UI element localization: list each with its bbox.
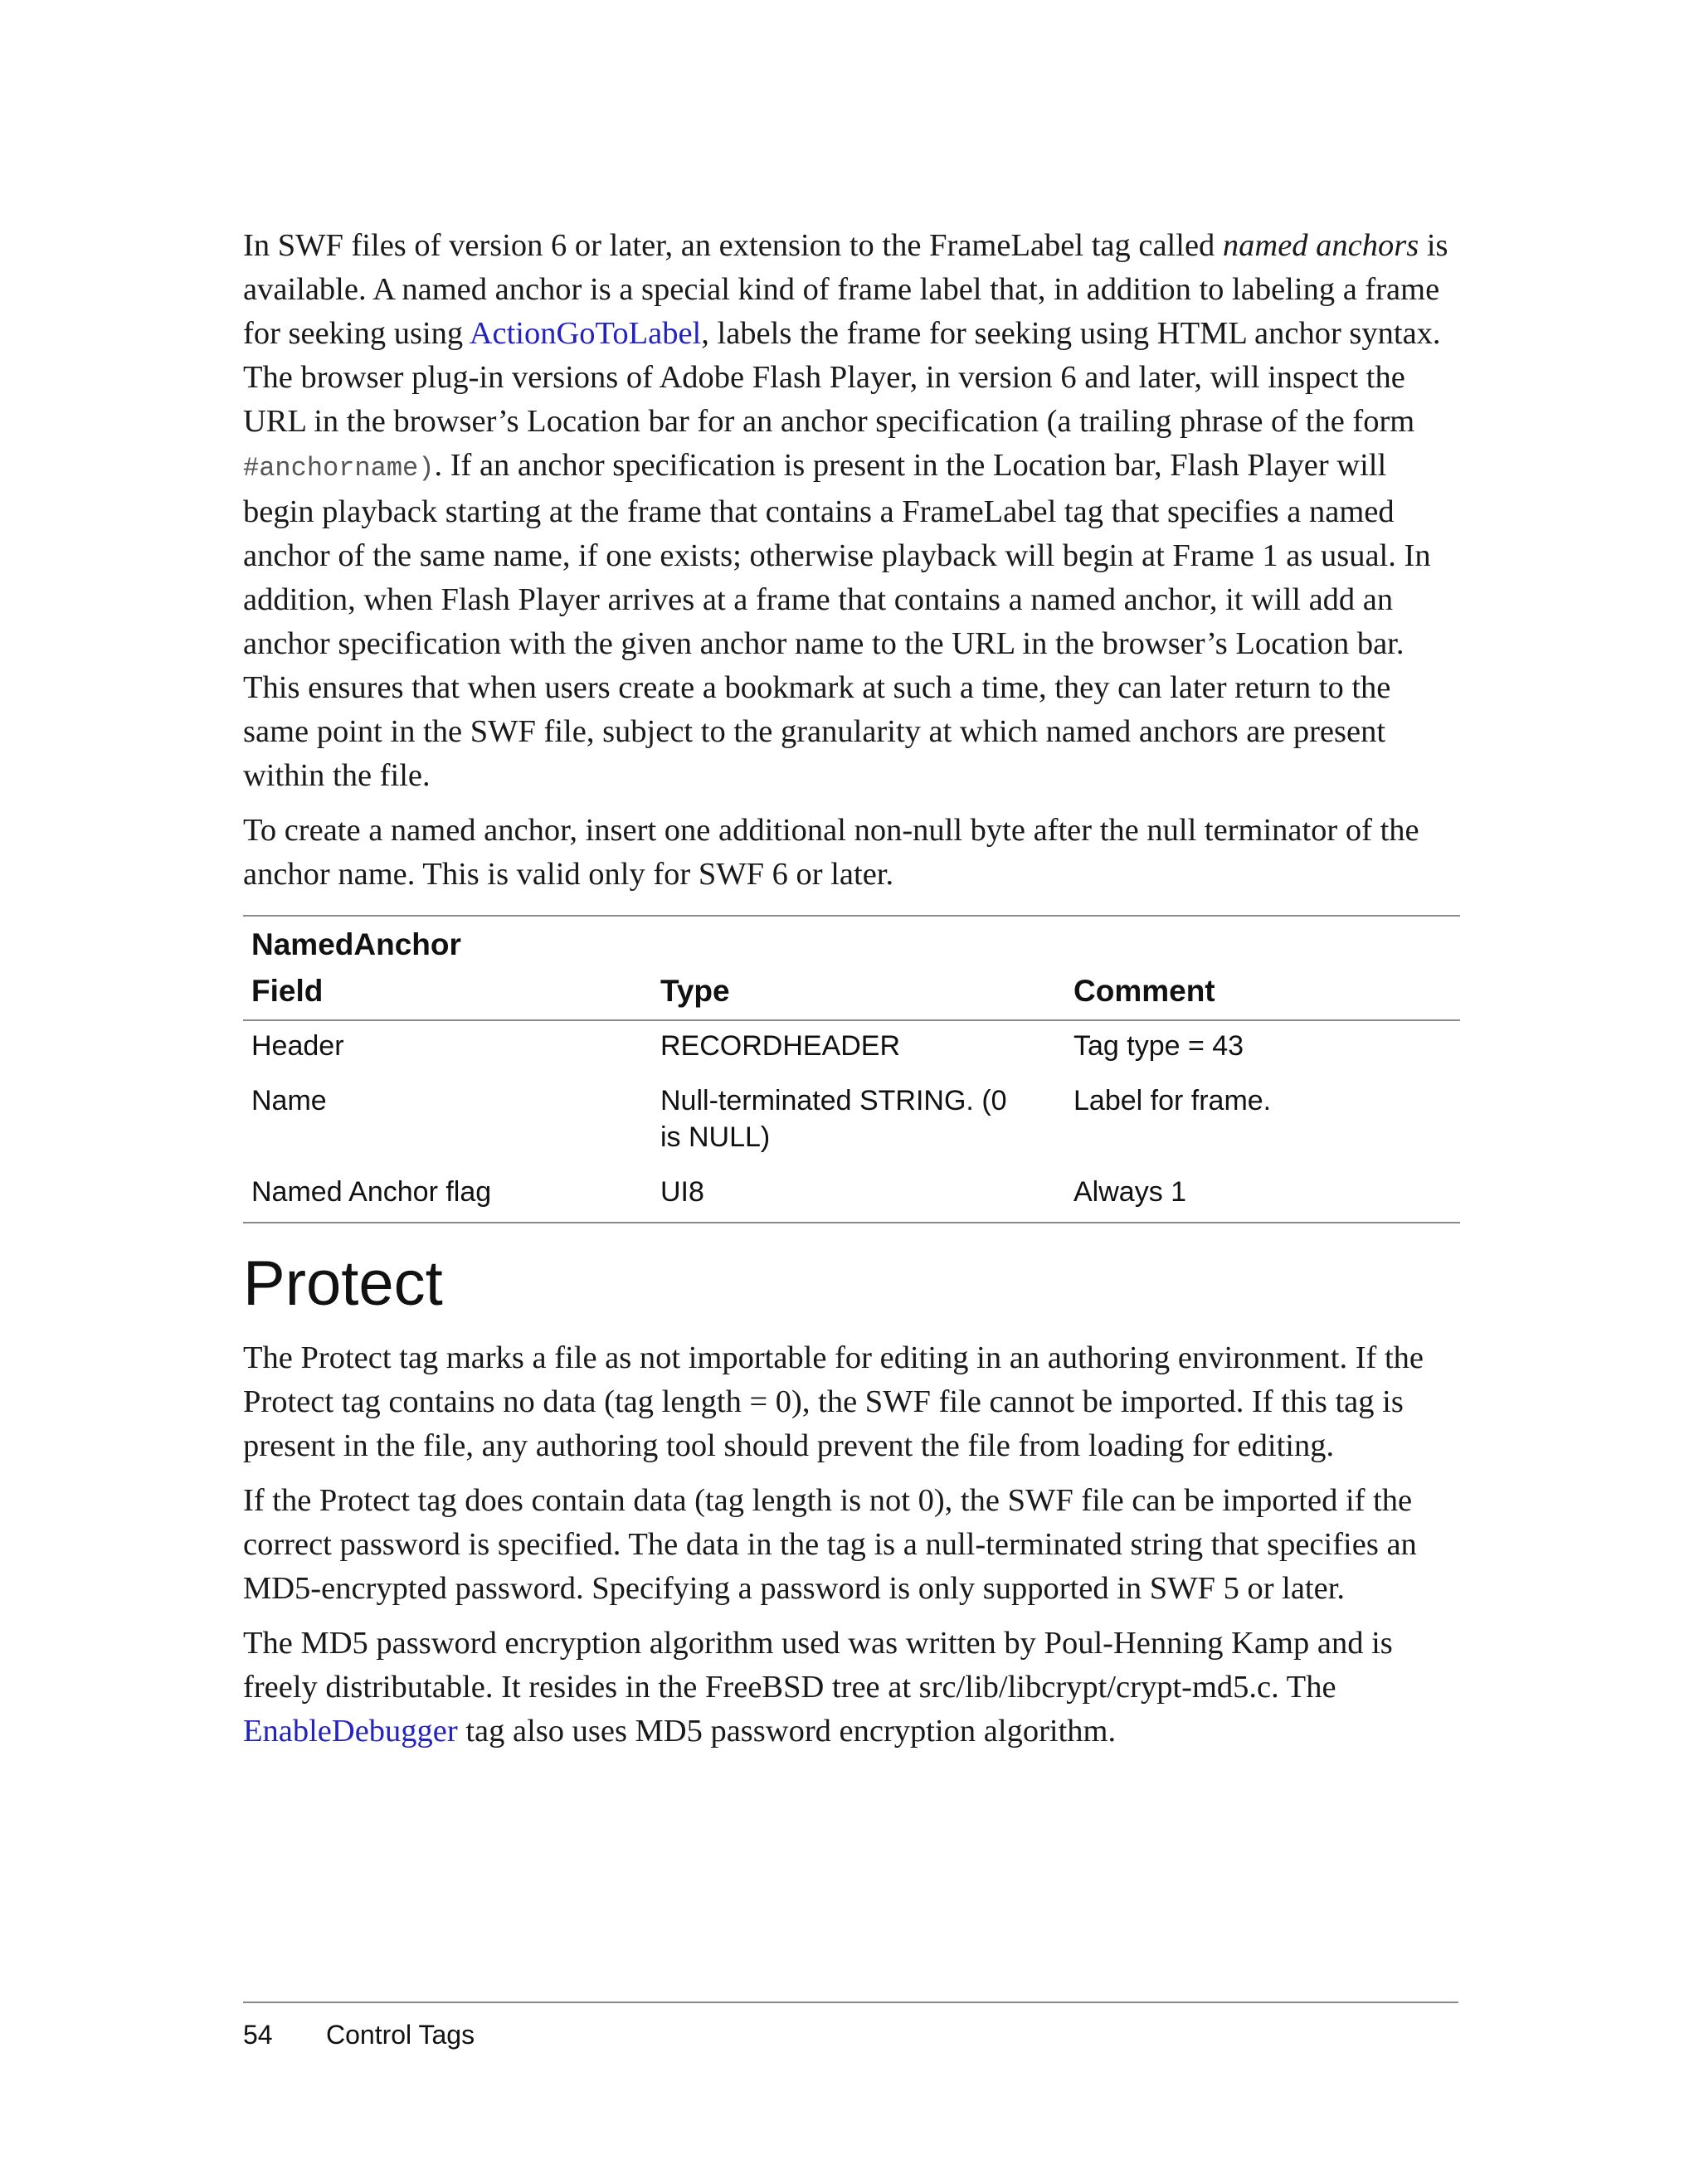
protect-text: The MD5 password encryption algorithm used was written by Poul-Henning Kamp and is freely distributable. It resides in the FreeBSD tree at src/lib/libcrypt/crypt-md5.c. The (243, 1626, 1393, 1705)
page-number: 54 (243, 2020, 273, 2050)
actiongotolabel-link[interactable]: ActionGoToLabel (469, 316, 702, 351)
page-footer (243, 2002, 1458, 2050)
intro-paragraph-1 (243, 224, 1460, 798)
table-row (243, 1076, 1460, 1167)
named-anchor-table (243, 915, 1460, 1223)
anchorname-code: #anchorname) (243, 453, 435, 484)
protect-text: tag also uses MD5 password encryption algorithm. (457, 1714, 1117, 1749)
intro-text: , labels the frame for seeking using HTML anchor syntax. The browser plug-in versions of Adobe Flash Player, in version 6 and later, will inspect the URL in the browser’s Location bar for an anchor specification (a trailing phrase of the form (243, 316, 1441, 439)
cell-comment: Always 1 (1065, 1167, 1460, 1223)
cell-comment: Label for frame. (1073, 1085, 1272, 1116)
table-header-row (243, 966, 1460, 1020)
enabledebugger-link[interactable]: EnableDebugger (243, 1714, 458, 1749)
cell-comment: Tag type = 43 (1073, 1030, 1244, 1062)
table-row (243, 1020, 1460, 1076)
table-row (243, 1167, 1460, 1223)
header-field: Field (243, 966, 652, 1020)
protect-paragraph-2: If the Protect tag does contain data (tag length is not 0), the SWF file can be imported if the correct password is specified. The data in the tag is a null-terminated string that specifies an MD5-encrypted password. Specifying a password is only supported in SWF 5 or later. (243, 1483, 1417, 1606)
protect-heading: Protect (243, 1248, 443, 1319)
table-caption-row (243, 916, 1460, 966)
named-anchors-term: named anchors (1222, 228, 1419, 263)
cell-type: RECORDHEADER (660, 1030, 901, 1062)
intro-paragraph-2: To create a named anchor, insert one additional non-null byte after the null terminator of the anchor name. This is valid only for SWF 6 or later. (243, 813, 1419, 892)
footer-section-title: Control Tags (326, 2020, 475, 2050)
header-comment: Comment (1065, 966, 1460, 1020)
cell-field: Named Anchor flag (243, 1167, 652, 1223)
table-caption: NamedAnchor (243, 916, 1460, 966)
protect-paragraph-3 (243, 1622, 1460, 1754)
protect-paragraph-1: The Protect tag marks a file as not importable for editing in an authoring environment. If the Protect tag contains no data (tag length = 0), the SWF file cannot be imported. If this tag is present in the file, any authoring tool should prevent the file from loading for editing. (243, 1340, 1424, 1463)
cell-type: UI8 (652, 1167, 1065, 1223)
header-type: Type (652, 966, 1065, 1020)
cell-type: Null-terminated STRING. (0 is NULL) (660, 1085, 1007, 1153)
cell-field: Name (251, 1085, 327, 1116)
intro-text: . If an anchor specification is present in the Location bar, Flash Player will begin playback starting at the frame that contains a FrameLabel tag that specifies a named anchor of the same name, if one exists; otherwise playback will begin at Frame 1 as usual. In addition, when Flash Player arrives at a frame that contains a named anchor, it will add an anchor specification with the given anchor name to the URL in the browser’s Location bar. This ensures that when users create a bookmark at such a time, they can later return to the same point in the SWF file, subject to the granularity at which named anchors are present within the file. (243, 448, 1431, 793)
intro-text: In SWF files of version 6 or later, an extension to the FrameLabel tag called (243, 228, 1223, 263)
page-content (243, 224, 1460, 1764)
cell-field: Header (251, 1030, 344, 1062)
intro-text: is available. A named anchor is a special kind of frame label that, in addition to labeling a frame for seeking using (243, 228, 1448, 351)
